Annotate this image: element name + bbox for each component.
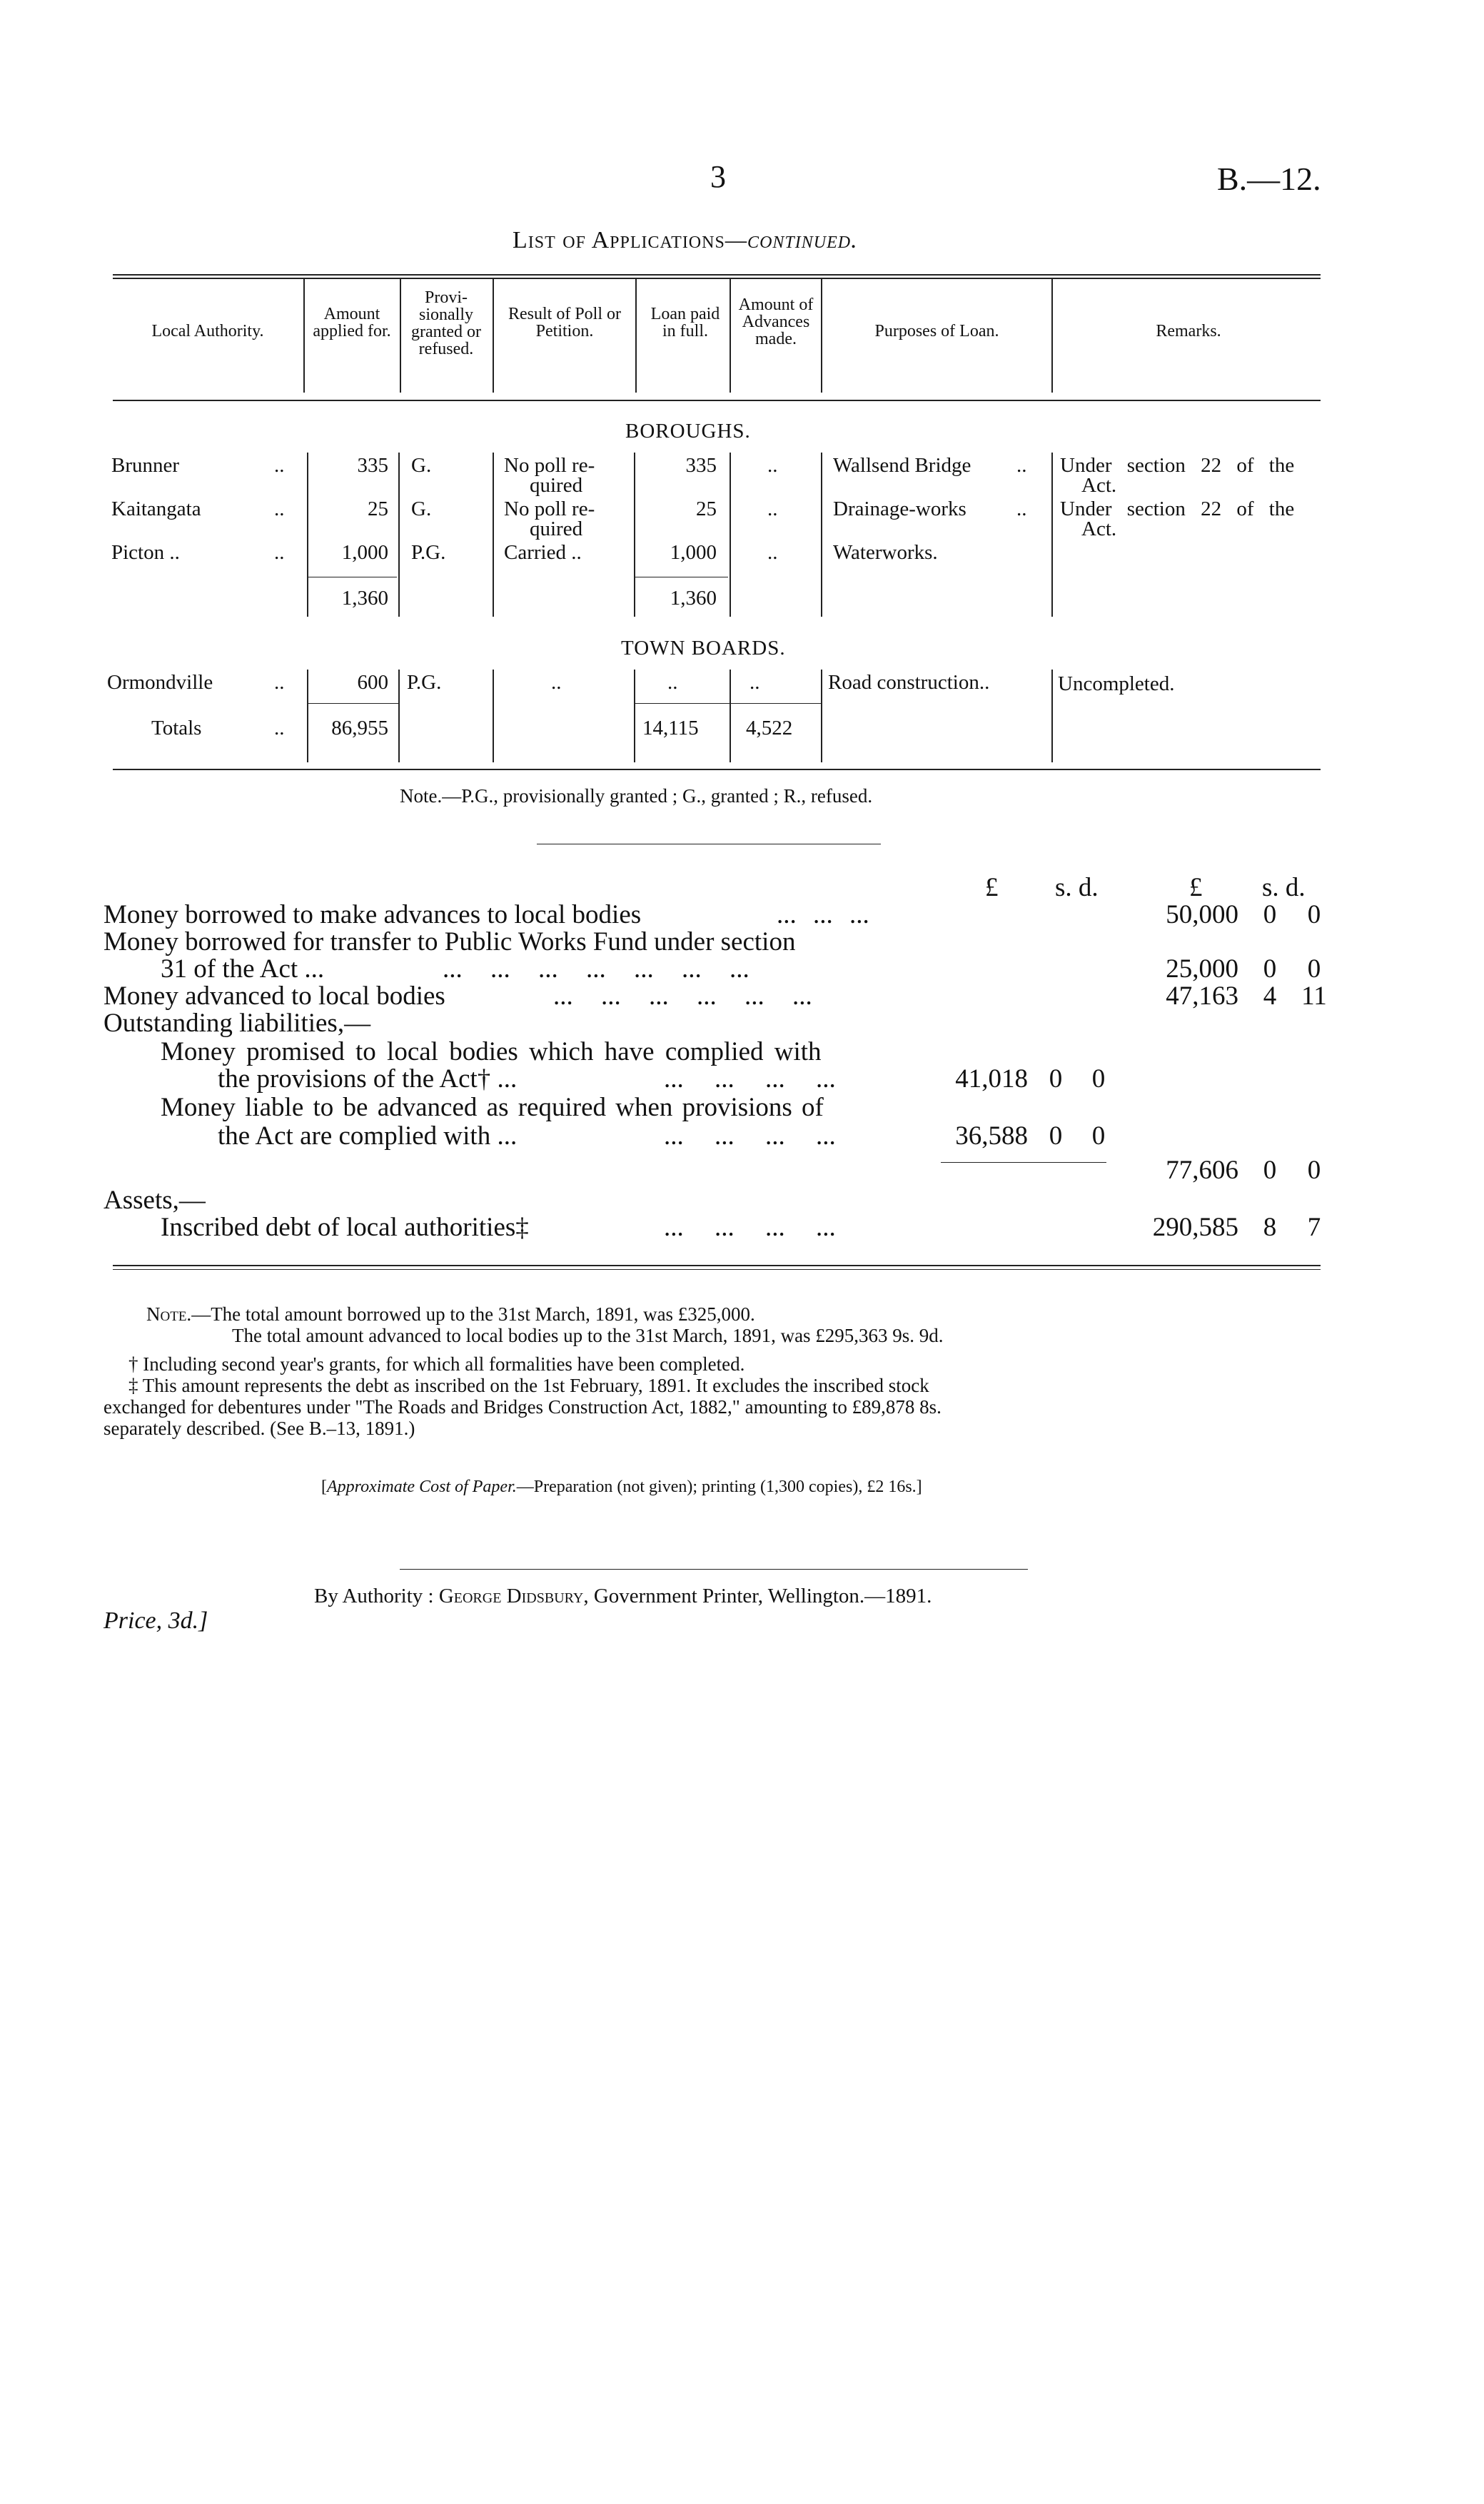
body-col-divider	[730, 453, 731, 617]
advances-made: ..	[767, 454, 778, 477]
table-bottom-rule	[113, 769, 1321, 770]
amount-shillings: 0	[1263, 954, 1277, 984]
cost-text: —Preparation (not given); printing (1,300 copies), £2 16s.	[516, 1478, 917, 1496]
leader-dots: ... ... ... ... ... ... ...	[443, 954, 749, 984]
statement-line: Inscribed debt of local authorities‡	[161, 1213, 529, 1242]
amount-pence: 0	[1091, 1064, 1106, 1094]
leader-dots: ... ... ... ...	[664, 1064, 836, 1094]
remarks: Uncompleted.	[1058, 672, 1175, 695]
statement-line: Money liable to be advanced as required when provisions of	[161, 1093, 824, 1122]
amount-shillings: 0	[1263, 1156, 1277, 1185]
statement-line: Money borrowed to make advances to local bodies	[104, 900, 642, 929]
col-header-sd-inner: s. d.	[1055, 873, 1099, 902]
statement-bottom-rule-2	[113, 1269, 1321, 1270]
provisional-status: G.	[411, 498, 432, 520]
statement-line: Outstanding liabilities,—	[104, 1009, 371, 1038]
col-header-result-of-poll: Result of Poll or Petition.	[508, 305, 621, 340]
col-divider	[1051, 278, 1053, 393]
col-header-remarks: Remarks.	[1156, 322, 1221, 340]
loan-purpose: Wallsend Bridge	[833, 454, 971, 477]
advances-made: ..	[767, 541, 778, 564]
subtotal-rule	[941, 1162, 1106, 1163]
remarks-cont: Act.	[1081, 474, 1117, 497]
poll-result: No poll re-	[504, 498, 595, 520]
leader-dots: ..	[274, 498, 285, 520]
col-header-amount-advances: Amount of Advances made.	[738, 296, 814, 348]
authority-prefix: By Authority :	[314, 1585, 439, 1607]
loan-paid: 335	[685, 454, 717, 477]
document-reference: B.—12.	[1217, 161, 1321, 197]
leader-dots: ... ... ... ...	[664, 1213, 836, 1242]
amount-pounds: 50,000	[1166, 900, 1238, 929]
amount-pounds: 290,585	[1152, 1213, 1238, 1242]
body-col-divider	[821, 453, 822, 617]
statement-line: Money borrowed for transfer to Public Works Fund under section	[104, 927, 796, 956]
amount-applied: 1,000	[341, 541, 388, 564]
printer-name: George Didsbury	[438, 1585, 584, 1607]
poll-result-cont: quired	[530, 518, 583, 540]
local-authority-name: Picton ..	[111, 541, 180, 564]
note-double-dagger-cont: exchanged for debentures under "The Roads and Bridges Construction Act, 1882," amounting to £89,878 8s.	[104, 1396, 942, 1418]
leader-dots: ... ... ... ... ... ...	[553, 981, 812, 1011]
col-header-local-authority: Local Authority.	[151, 322, 264, 340]
statement-line: 31 of the Act ...	[161, 954, 325, 984]
table-top-rule	[113, 274, 1321, 276]
col-header-provisionally-granted: Provi- sionally granted or refused.	[411, 288, 481, 358]
total-rule	[307, 703, 400, 704]
leader-dots: ... ... ... ...	[664, 1121, 836, 1151]
col-divider	[821, 278, 822, 393]
amount-shillings: 8	[1263, 1213, 1277, 1242]
col-header-amount-applied: Amount applied for.	[313, 305, 391, 340]
leader-dots: ..	[274, 671, 285, 694]
loan-paid: ..	[667, 671, 678, 694]
local-authority-name: Ormondville	[107, 671, 213, 694]
leader-dots: ... ... ...	[777, 900, 869, 929]
body-col-divider	[398, 453, 400, 617]
provisional-status: P.G.	[411, 541, 446, 564]
subtotal-loan: 1,360	[670, 587, 717, 610]
col-divider	[730, 278, 731, 393]
amount-shillings: 4	[1263, 981, 1277, 1011]
statement-line: Money promised to local bodies which have complied with	[161, 1037, 822, 1066]
amount-pence: 0	[1307, 900, 1321, 929]
leader-dots: ..	[274, 717, 285, 739]
total-rule	[634, 703, 821, 704]
poll-result: No poll re-	[504, 454, 595, 477]
body-col-divider	[634, 453, 635, 617]
leader-dots: ..	[274, 454, 285, 477]
amount-pounds: 25,000	[1166, 954, 1238, 984]
amount-pounds: 36,588	[955, 1121, 1028, 1151]
amount-pence: 0	[1307, 1156, 1321, 1185]
statement-line: the provisions of the Act† ...	[218, 1064, 518, 1094]
remarks: Under section 22 of the	[1060, 454, 1295, 477]
body-col-divider	[821, 670, 822, 762]
cost-label: Approximate Cost of Paper.	[327, 1478, 517, 1496]
statement-bottom-rule	[113, 1265, 1321, 1266]
col-header-purposes: Purposes of Loan.	[874, 322, 999, 340]
col-divider	[635, 278, 637, 393]
price: Price, 3d.]	[104, 1607, 208, 1634]
amount-shillings: 0	[1263, 900, 1277, 929]
body-col-divider	[1051, 453, 1053, 617]
body-col-divider	[634, 670, 635, 762]
section-heading-boroughs: BOROUGHS.	[625, 420, 751, 443]
amount-pence: 0	[1091, 1121, 1106, 1151]
amount-applied: 25	[368, 498, 388, 520]
amount-shillings: 0	[1049, 1064, 1063, 1094]
col-header-pound-inner: £	[985, 873, 999, 902]
leader-dots: ..	[1016, 498, 1027, 520]
amount-pounds: 47,163	[1166, 981, 1238, 1011]
amount-pounds: 77,606	[1166, 1156, 1238, 1185]
loan-paid: 1,000	[670, 541, 717, 564]
note-double-dagger-cont: separately described. (See B.–13, 1891.)	[104, 1418, 415, 1439]
body-col-divider	[730, 670, 731, 762]
amount-pounds: 41,018	[955, 1064, 1028, 1094]
col-divider	[493, 278, 494, 393]
body-col-divider	[307, 453, 308, 617]
poll-result: ..	[551, 671, 562, 694]
note-label: Note.	[146, 1303, 192, 1325]
page-number: 3	[710, 159, 726, 194]
authority-suffix: , Government Printer, Wellington.—1891.	[583, 1585, 932, 1607]
advances-made: ..	[767, 498, 778, 520]
provisional-status: G.	[411, 454, 432, 477]
leader-dots: ..	[1016, 454, 1027, 477]
body-col-divider	[1051, 670, 1053, 762]
poll-result: Carried ..	[504, 541, 582, 564]
total-amount-applied: 86,955	[331, 717, 388, 739]
total-advances: 4,522	[746, 717, 793, 739]
table-title-continued: —continued.	[725, 227, 858, 253]
statement-line: Money advanced to local bodies	[104, 981, 445, 1011]
note-double-dagger: ‡ This amount represents the debt as inscribed on the 1st February, 1891. It excludes the inscribed stock	[128, 1375, 929, 1396]
note-dagger: † Including second year's grants, for which all formalities have been completed.	[128, 1353, 745, 1375]
statement-line: the Act are complied with ...	[218, 1121, 518, 1151]
amount-applied: 335	[357, 454, 388, 477]
printer-imprint	[314, 1585, 932, 1608]
subtotal-amount: 1,360	[341, 587, 388, 610]
leader-dots: ..	[274, 541, 285, 564]
amount-pence: 0	[1307, 954, 1321, 984]
total-loan-paid: 14,115	[642, 717, 699, 739]
loan-paid: 25	[696, 498, 717, 520]
poll-result-cont: quired	[530, 474, 583, 497]
body-col-divider	[398, 670, 400, 762]
totals-label: Totals	[151, 717, 202, 739]
amount-applied: 600	[357, 671, 388, 694]
col-divider	[303, 278, 305, 393]
body-col-divider	[493, 453, 494, 617]
remarks-cont: Act.	[1081, 518, 1117, 540]
cost-of-paper: [Approximate Cost of Paper.—Preparation (not given); printing (1,300 copies), £2 16s.]	[321, 1478, 922, 1496]
col-divider	[400, 278, 401, 393]
loan-purpose: Drainage-works	[833, 498, 966, 520]
amount-pence: 7	[1307, 1213, 1321, 1242]
table-top-rule-2	[113, 278, 1321, 279]
table-title	[513, 227, 858, 254]
section-heading-town-boards: TOWN BOARDS.	[621, 637, 786, 660]
loan-purpose: Road construction..	[828, 671, 990, 694]
table-title-main: List of Applications	[513, 227, 725, 253]
body-col-divider	[307, 670, 308, 762]
col-header-sd-outer: s. d.	[1262, 873, 1306, 902]
header-bottom-rule	[113, 400, 1321, 401]
amount-shillings: 0	[1049, 1121, 1063, 1151]
col-header-pound-outer: £	[1189, 873, 1203, 902]
remarks: Under section 22 of the	[1060, 498, 1295, 520]
body-col-divider	[493, 670, 494, 762]
col-header-loan-paid: Loan paid in full.	[650, 305, 720, 340]
note-total-borrowed	[146, 1303, 755, 1326]
table-note: Note.—P.G., provisionally granted ; G., granted ; R., refused.	[400, 785, 873, 807]
local-authority-name: Brunner	[111, 454, 180, 477]
note-total-advanced: The total amount advanced to local bodies up to the 31st March, 1891, was £295,363 9s. 9d.	[232, 1325, 944, 1346]
note-text: —The total amount borrowed up to the 31st March, 1891, was £325,000.	[191, 1303, 755, 1325]
local-authority-name: Kaitangata	[111, 498, 201, 520]
authority-rule	[400, 1569, 1028, 1570]
provisional-status: P.G.	[407, 671, 442, 694]
advances-made: ..	[749, 671, 760, 694]
statement-line: Assets,—	[104, 1186, 206, 1215]
amount-pence: 11	[1301, 981, 1327, 1011]
loan-purpose: Waterworks.	[833, 541, 938, 564]
